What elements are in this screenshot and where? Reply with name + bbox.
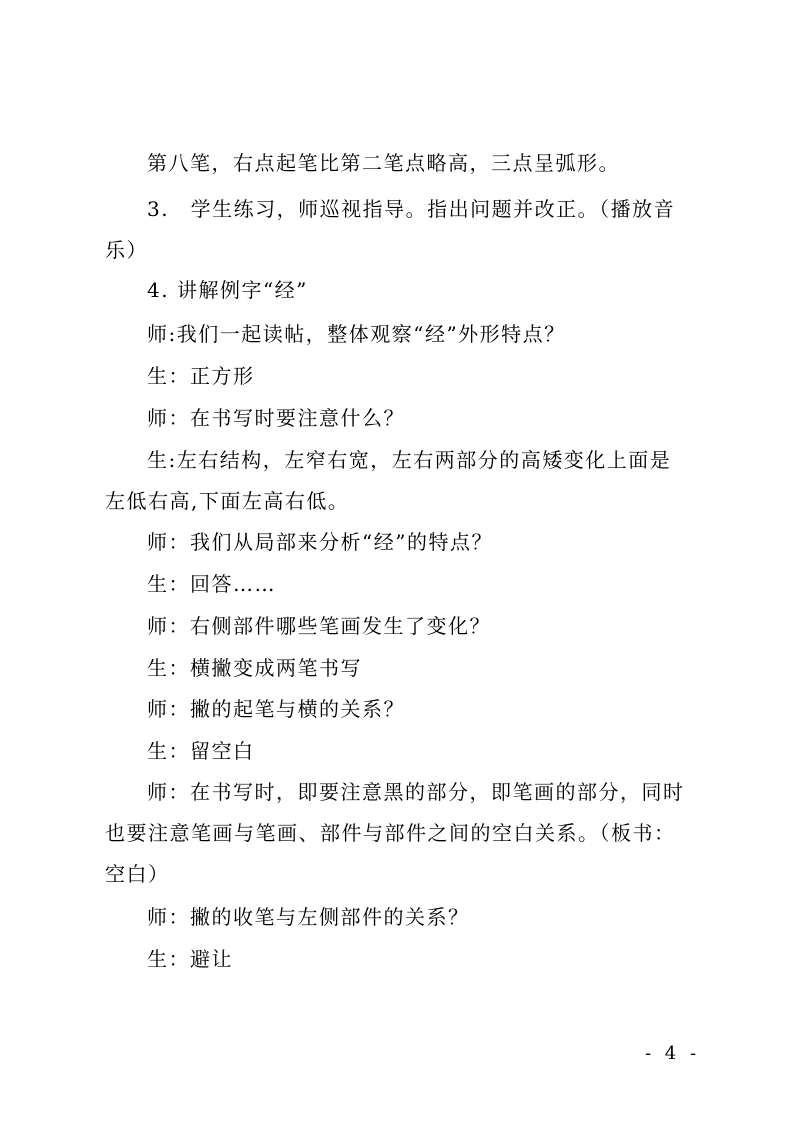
paragraph-teacher-spacing: 师：在书写时，即要注意黑的部分，即笔画的部分，同时也要注意笔画与笔画、部件与部件之间的空白关系。（板书：空白） bbox=[105, 780, 685, 886]
paragraph-teacher-right-part: 师：右侧部件哪些笔画发生了变化？ bbox=[147, 614, 491, 638]
paragraph-student-structure: 生:左右结构，左窄右宽，左右两部分的高矮变化上面是左低右高,下面左高右低。 bbox=[105, 448, 672, 513]
page-number: - 4 - bbox=[645, 1043, 701, 1064]
paragraph-teacher-local: 师：我们从局部来分析“经”的特点？ bbox=[147, 530, 493, 554]
paragraph-student-square: 生：正方形 bbox=[147, 364, 255, 388]
paragraph-step-three: 3. 学生练习，师巡视指导。指出问题并改正。（播放音乐） bbox=[105, 197, 676, 262]
paragraph-teacher-start-stroke: 师：撇的起笔与横的关系？ bbox=[147, 697, 405, 721]
paragraph-teacher-end-stroke: 师：撇的收笔与左侧部件的关系？ bbox=[147, 905, 470, 929]
paragraph-teacher-observe: 师:我们一起读帖，整体观察“经”外形特点？ bbox=[147, 322, 566, 346]
paragraph-step-four: 4. 讲解例字“经” bbox=[147, 278, 308, 302]
paragraph-student-two-strokes: 生：横撇变成两笔书写 bbox=[147, 656, 362, 680]
paragraph-student-blank: 生：留空白 bbox=[147, 739, 255, 763]
paragraph-student-avoid: 生：避让 bbox=[147, 947, 233, 971]
paragraph-student-answer: 生：回答…… bbox=[147, 572, 276, 596]
paragraph-teacher-attention: 师：在书写时要注意什么？ bbox=[147, 406, 405, 430]
paragraph-stroke-eight: 第八笔，右点起笔比第二笔点略高，三点呈弧形。 bbox=[147, 151, 620, 175]
